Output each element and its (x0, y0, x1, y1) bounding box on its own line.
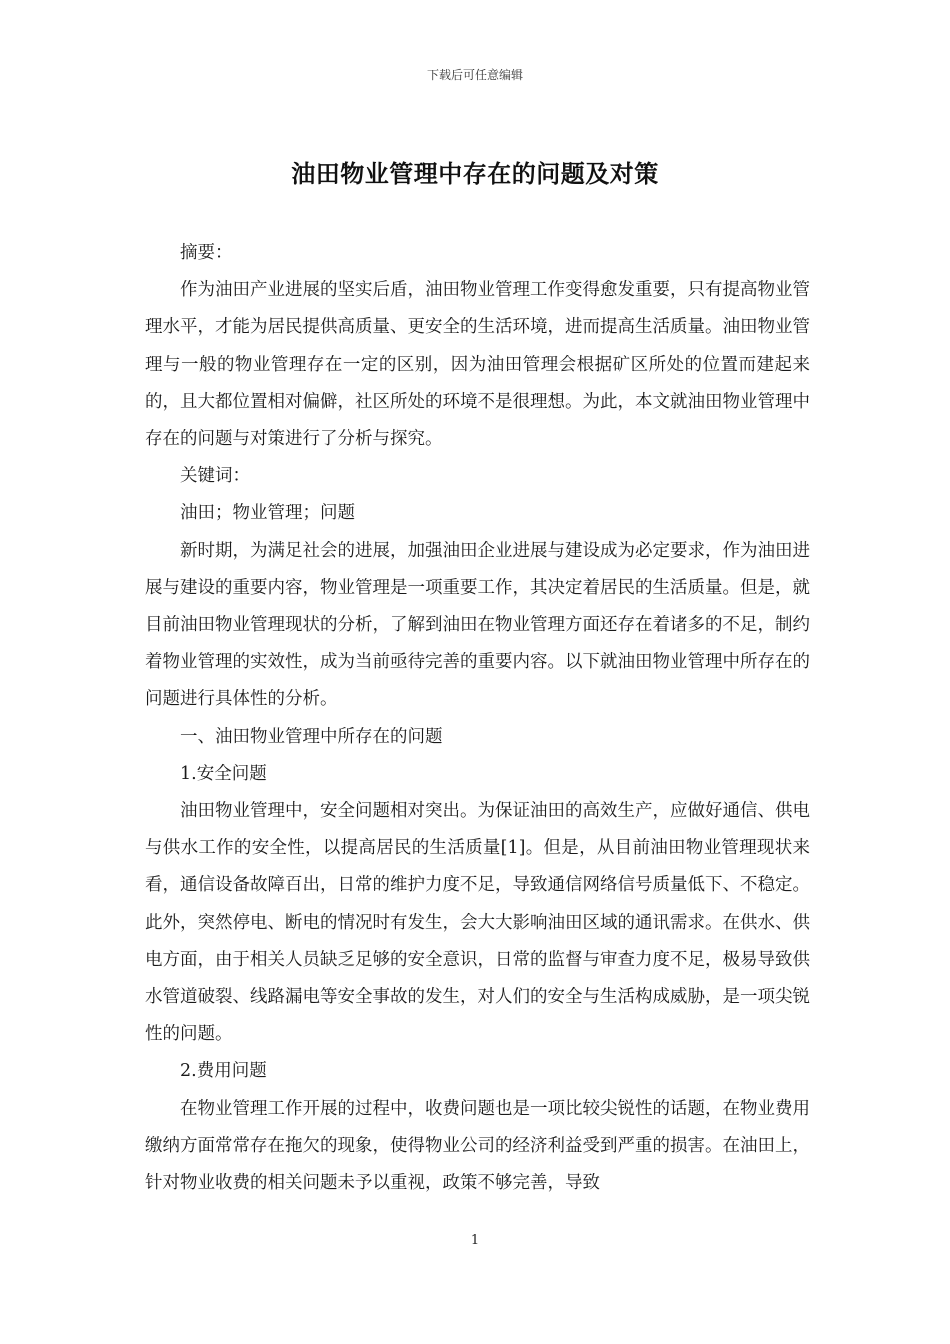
page-number: 1 (470, 1233, 480, 1248)
abstract-heading: 摘要： (180, 243, 233, 263)
intro-paragraph: 新时期，为满足社会的进展，加强油田企业进展与建设成为必定要求，作为油田进展与建设的重要内容，物业管理是一项重要工作，其决定着居民的生活质量。但是，就目前油田物业管理现状的分析，了解到油田在物业管理方面还存在着诸多的不足，制约着物业管理的实效性，成为当前亟待完善的重要内容。以下就油田物业管理中所存在的问题进行具体性的分析。 (145, 540, 810, 710)
header-note: 下载后可任意编辑 (426, 68, 523, 82)
fees-paragraph: 在物业管理工作开展的过程中，收费问题也是一项比较尖锐性的话题，在物业费用缴纳方面常常存在拖欠的现象，使得物业公司的经济利益受到严重的损害。在油田上，针对物业收费的相关问题未予以重视，政策不够完善，导致 (145, 1098, 810, 1194)
abstract-paragraph: 作为油田产业进展的坚实后盾，油田物业管理工作变得愈发重要，只有提高物业管理水平，才能为居民提供高质量、更安全的生活环境，进而提高生活质量。油田物业管理与一般的物业管理存在一定的区别，因为油田管理会根据矿区所处的位置而建起来的，且大都位置相对偏僻，社区所处的环境不是很理想。为此，本文就油田物业管理中存在的问题与对策进行了分析与探究。 (145, 280, 810, 450)
document-title: 油田物业管理中存在的问题及对策 (291, 159, 659, 188)
subsection-heading-fees: 2.费用问题 (180, 1061, 267, 1082)
keywords-heading: 关键词： (180, 466, 250, 487)
section-heading-problems: 一、油田物业管理中所存在的问题 (180, 726, 443, 747)
safety-paragraph: 油田物业管理中，安全问题相对突出。为保证油田的高效生产，应做好通信、供电与供水工作的安全性，以提高居民的生活质量[1]。但是，从目前油田物业管理现状来看，通信设备故障百出，日常的维护力度不足，导致通信网络信号质量低下、不稳定。此外，突然停电、断电的情况时有发生，会大大影响油田区域的通讯需求。在供水、供电方面，由于相关人员缺乏足够的安全意识，日常的监督与审查力度不足，极易导致供水管道破裂、线路漏电等安全事故的发生，对人们的安全与生活构成威胁，是一项尖锐性的问题。 (145, 801, 810, 1045)
keywords-list: 油田；物业管理；问题 (180, 503, 355, 524)
subsection-heading-safety: 1.安全问题 (180, 763, 267, 784)
document-body (145, 235, 810, 1202)
